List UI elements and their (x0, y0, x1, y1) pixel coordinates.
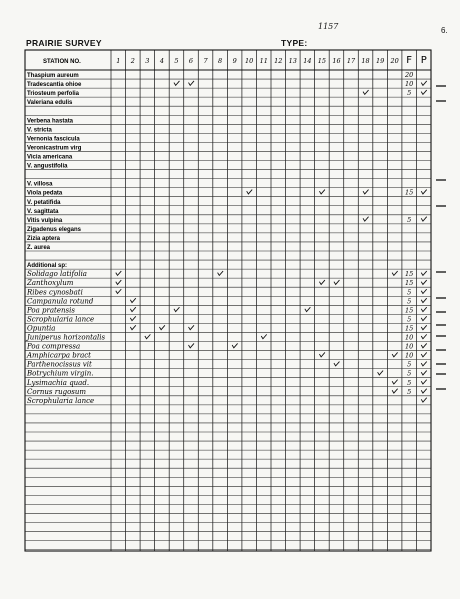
additional-9-check-20 (392, 352, 398, 356)
species-11-frequency: 15 (405, 188, 414, 197)
species-11-presence-check (421, 190, 427, 194)
station-number-4: 4 (159, 57, 164, 65)
station-number-6: 6 (188, 57, 194, 65)
additional-13-presence-check (421, 389, 427, 393)
additional-11-frequency: 5 (407, 369, 412, 378)
species-5-name: V. stricta (27, 127, 52, 134)
additional-5-name: Scrophularia lance (27, 315, 95, 324)
species-0-frequency: 20 (405, 71, 414, 80)
species-11-check-10 (247, 190, 253, 194)
species-14-check-18 (363, 217, 369, 221)
additional-13-name: Cornus rugosum (27, 387, 87, 396)
additional-7-check-11 (261, 334, 267, 338)
additional-5-presence-check (421, 316, 427, 320)
additional-3-frequency: 5 (407, 297, 412, 306)
additional-8-presence-check (421, 343, 427, 347)
species-12-name: V. petatifida (27, 199, 61, 206)
additional-7-check-3 (145, 334, 151, 338)
additional-8-name: Poa compressa (27, 342, 81, 351)
station-number-16: 16 (332, 57, 341, 65)
type-label: TYPE: (281, 38, 308, 48)
additional-7-presence-check (421, 334, 427, 338)
additional-12-check-20 (392, 380, 398, 384)
additional-4-check-2 (130, 307, 136, 311)
station-number-10: 10 (245, 57, 254, 65)
additional-0-name: Solidago latifolia (27, 270, 87, 279)
additional-0-check-20 (392, 271, 398, 275)
additional-2-name: Ribes cynosbati (27, 288, 83, 297)
species-11-check-18 (363, 190, 369, 194)
additional-0-presence-check (421, 271, 427, 275)
additional-6-check-6 (189, 325, 195, 329)
species-11-name: Viola pedata (27, 190, 63, 197)
additional-13-check-20 (392, 389, 398, 393)
species-15-name: Zigadenus elegans (27, 226, 82, 233)
station-number-8: 8 (218, 57, 223, 65)
species-1-check-6 (189, 81, 195, 85)
station-number-1: 1 (116, 57, 121, 65)
additional-11-presence-check (421, 371, 427, 375)
additional-6-check-2 (130, 325, 136, 329)
additional-8-frequency: 10 (405, 342, 414, 351)
species-1-frequency: 10 (405, 80, 414, 89)
additional-10-presence-check (421, 362, 427, 366)
additional-11-name: Botrychium virgin. (27, 369, 94, 378)
species-1-check-5 (174, 81, 180, 85)
station-number-2: 2 (130, 57, 135, 65)
additional-3-check-2 (130, 298, 136, 302)
species-14-frequency: 5 (407, 215, 412, 224)
sheet-number: 1157 (318, 22, 339, 31)
station-number-P: P (420, 55, 427, 66)
species-10-name: V. villosa (27, 181, 53, 188)
additional-2-check-1 (116, 289, 122, 293)
form-title: PRAIRIE SURVEY (26, 38, 102, 48)
additional-4-check-14 (305, 307, 311, 311)
station-number-17: 17 (346, 57, 356, 65)
additional-3-presence-check (421, 298, 427, 302)
additional-14-name: Scrophularia lance (27, 396, 95, 405)
additional-4-presence-check (421, 307, 427, 311)
station-number-9: 9 (232, 57, 237, 65)
station-number-3: 3 (145, 57, 150, 65)
additional-2-presence-check (421, 289, 427, 293)
additional-6-frequency: 15 (405, 324, 414, 333)
species-0-name: Thaspium aureum (27, 73, 79, 80)
station-number-18: 18 (361, 57, 370, 65)
species-1-name: Tradescantia ohioe (27, 82, 82, 89)
additional-10-check-16 (334, 362, 340, 366)
additional-11-check-19 (378, 371, 384, 375)
station-number-20: 20 (390, 57, 399, 65)
additional-8-check-9 (232, 343, 238, 347)
additional-12-name: Lysimachia quad. (27, 378, 90, 387)
additional-2-frequency: 5 (407, 288, 412, 297)
station-number-12: 12 (274, 57, 283, 65)
additional-12-frequency: 5 (407, 378, 412, 387)
additional-0-check-8 (218, 271, 224, 275)
species-2-presence-check (421, 90, 427, 94)
additional-1-check-1 (116, 280, 122, 284)
station-header: STATION NO. (43, 59, 81, 65)
additional-0-frequency: 15 (405, 270, 414, 279)
additional-5-check-2 (130, 316, 136, 320)
additional-9-frequency: 10 (405, 351, 414, 360)
additional-3-name: Campanula rotund (27, 297, 94, 306)
additional-9-presence-check (421, 352, 427, 356)
additional-1-check-16 (334, 280, 340, 284)
additional-9-check-15 (319, 352, 325, 356)
additional-5-frequency: 5 (407, 315, 412, 324)
species-6-name: Vernonia fascicula (27, 136, 80, 143)
additional-1-check-15 (319, 280, 325, 284)
page-number: 6. (441, 26, 448, 35)
species-14-name: Vitis vulpina (27, 217, 63, 224)
station-number-13: 13 (288, 57, 297, 65)
additional-12-presence-check (421, 380, 427, 384)
species-16-name: Zizia aptera (27, 235, 61, 242)
additional-8-check-6 (189, 343, 195, 347)
additional-7-frequency: 10 (405, 333, 414, 342)
additional-14-presence-check (421, 398, 427, 402)
species-7-name: Veronicastrum virg (27, 145, 82, 152)
additional-9-name: Amphicarpa bract (27, 351, 91, 360)
additional-1-presence-check (421, 280, 427, 284)
station-number-11: 11 (259, 57, 268, 65)
species-13-name: V. sagittata (27, 208, 59, 215)
species-9-name: V. angustifolia (27, 163, 68, 170)
station-number-5: 5 (174, 57, 179, 65)
additional-1-frequency: 15 (405, 279, 414, 288)
species-3-name: Valeriana edulis (27, 100, 73, 107)
additional-1-name: Zanthoxylum (27, 279, 74, 288)
additional-7-name: Juniperus horizontalis (27, 333, 106, 342)
species-4-name: Verbena hastata (27, 118, 74, 125)
additional-4-name: Poa pratensis (27, 306, 75, 315)
species-2-name: Triosteum perfolia (27, 91, 80, 98)
species-1-presence-check (421, 81, 427, 85)
additional-4-check-5 (174, 307, 180, 311)
species-17-name: Z. aurea (27, 245, 51, 251)
additional-species-label: Additional sp: (27, 263, 67, 270)
additional-6-presence-check (421, 325, 427, 329)
species-2-frequency: 5 (407, 89, 412, 98)
station-number-19: 19 (375, 57, 385, 65)
species-8-name: Vicia americana (27, 154, 73, 161)
additional-4-frequency: 15 (405, 306, 414, 315)
station-number-15: 15 (317, 57, 327, 65)
station-number-F: F (406, 55, 413, 66)
species-2-check-18 (363, 90, 369, 94)
station-number-14: 14 (303, 57, 312, 65)
additional-6-check-4 (159, 325, 165, 329)
species-11-check-15 (319, 190, 325, 194)
additional-10-name: Parthenocissus vit (27, 360, 92, 369)
additional-6-name: Opuntia (27, 324, 56, 333)
station-number-7: 7 (203, 57, 208, 65)
additional-13-frequency: 5 (407, 387, 412, 396)
additional-10-frequency: 5 (407, 360, 412, 369)
species-14-presence-check (421, 217, 427, 221)
additional-0-check-1 (116, 271, 122, 275)
